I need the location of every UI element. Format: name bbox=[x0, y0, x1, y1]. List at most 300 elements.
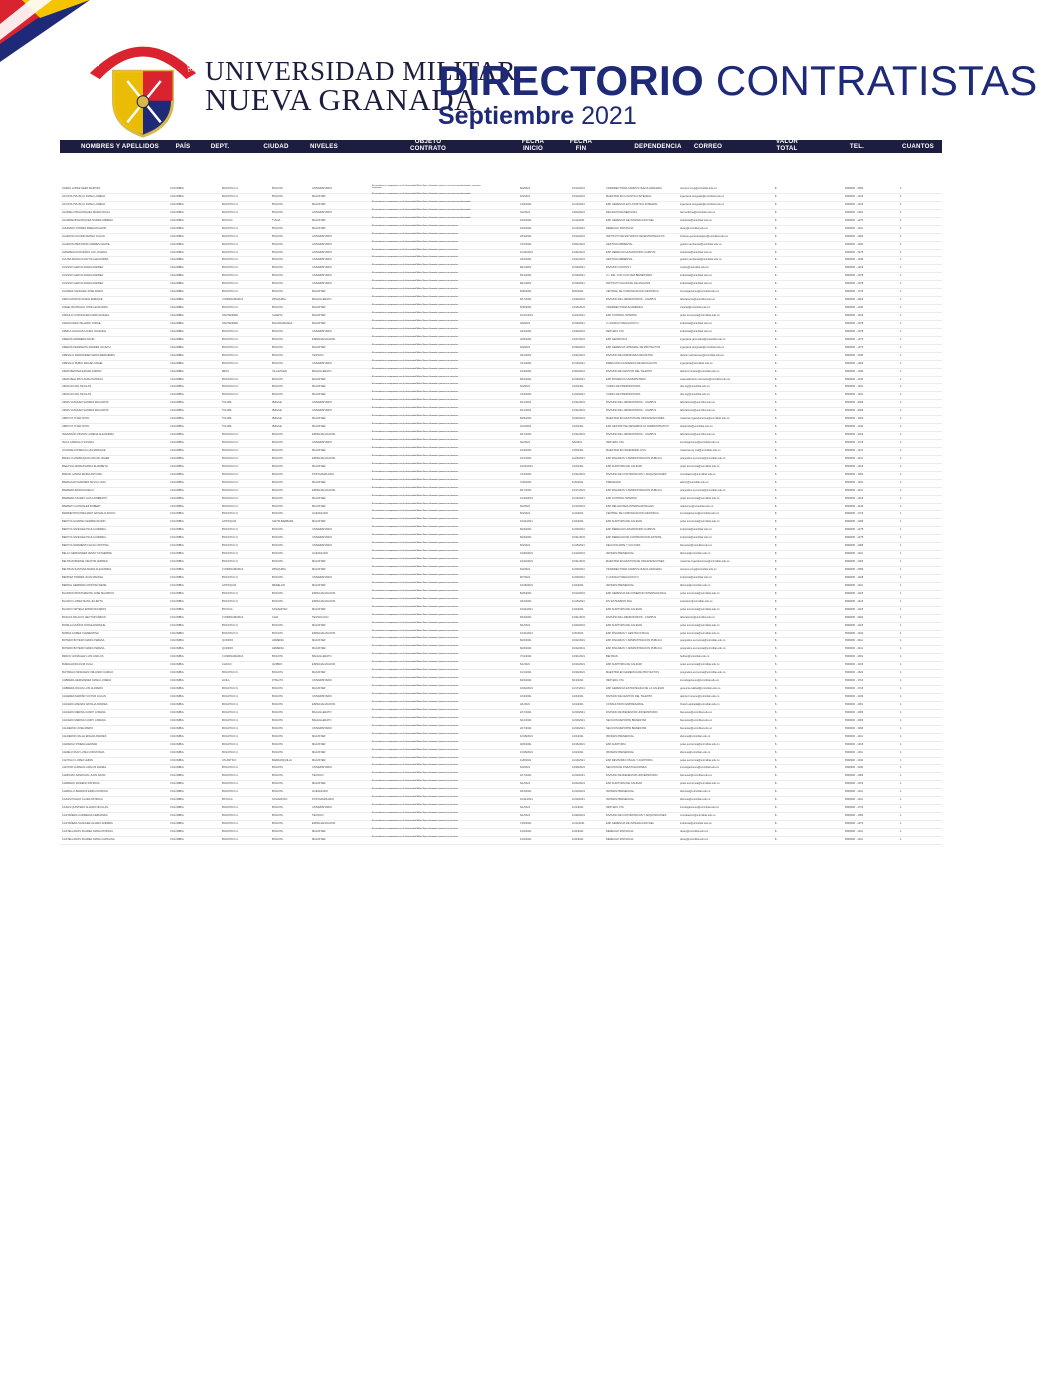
cell-nombre: ACERO LOPEZ HEIDI MARITZA bbox=[62, 187, 101, 190]
cell-nombre: BADILLO MARROQUIN OSCAR JAVIER bbox=[62, 456, 110, 460]
cell-objeto: El contratista se compromete con la Universidad Militar Nueva Granada a prestar sus servicios bbox=[372, 597, 458, 600]
cell-correo[interactable]: investigaciones@unimilitar.edu.co bbox=[680, 679, 720, 683]
cell-nivel: MAGISTER bbox=[312, 782, 326, 786]
cell-dept: BOGOTA D.C. bbox=[222, 361, 239, 365]
cell-inicio: 5/30/2021 bbox=[520, 306, 532, 310]
cell-tel: 6500000 - 1066 bbox=[845, 718, 864, 722]
cell-correo[interactable]: industrial@unimilitar.edu.co bbox=[680, 218, 712, 222]
cell-fin: 10/22/2021 bbox=[572, 639, 585, 643]
cell-ciudad: BOGOTA bbox=[272, 671, 283, 675]
cell-ciudad: BOGOTA bbox=[272, 536, 283, 540]
cell-fin: 12/13/2021 bbox=[572, 504, 585, 508]
cell-nombre: BLANCO LOPEZ DIANA JULIETTA bbox=[62, 599, 103, 603]
cell-tel: 6500000 - 1261 bbox=[845, 385, 864, 389]
cell-ciudad: BOGOTA bbox=[272, 814, 283, 818]
title-year: 2021 bbox=[581, 102, 637, 130]
cell-correo[interactable]: derep@unimilitar.edu.co bbox=[680, 837, 709, 841]
cell-nombre: CASTELLANOS SUAREZ DIANA PATRICIA bbox=[62, 829, 113, 833]
cell-ciudad: BOGOTA bbox=[272, 718, 283, 722]
column-header-pais bbox=[168, 143, 198, 150]
cell-dept: BOGOTA D.C. bbox=[222, 837, 239, 841]
cell-dept: BOYACA bbox=[222, 607, 233, 611]
cell-cuantos: 1 bbox=[900, 536, 902, 540]
cell-correo[interactable]: dec.ing@unimilitar.edu.co bbox=[680, 393, 710, 397]
cell-nivel: UNIVERSITARIO bbox=[312, 258, 332, 262]
cell-correo[interactable]: idiomas@unimilitar.edu.co bbox=[680, 790, 711, 794]
cell-valor: $ bbox=[775, 417, 777, 421]
cell-fin: 12/31/2021 bbox=[572, 433, 585, 437]
cell-correo[interactable]: derep@unimilitar.edu.co bbox=[680, 829, 709, 833]
cell-ciudad: BOGOTA bbox=[272, 695, 283, 698]
cell-pais: COLOMBIA bbox=[170, 742, 184, 746]
cell-nombre: CASTAÑEDA SANCHEZ ALVARO ANDRES bbox=[62, 822, 113, 825]
cell-correo[interactable]: idiomas@unimilitar.edu.co bbox=[680, 750, 711, 754]
table-row bbox=[60, 821, 942, 829]
cell-correo[interactable]: gestion.ambiental@unimilitar.edu.co bbox=[680, 242, 722, 246]
cell-nombre: AVENDAÑO PINZON LORENA ALEJANDRA bbox=[62, 433, 114, 437]
cell-valor: $ bbox=[775, 520, 777, 524]
document-title bbox=[438, 57, 1038, 130]
cell-dept: BOGOTA D.C. bbox=[222, 671, 239, 675]
cell-objeto: El contratista se compromete con la Universidad Militar Nueva Granada a prestar sus servicios bbox=[372, 764, 458, 767]
cell-objeto: El contratista se compromete con la Universidad Militar Nueva Granada a prestar sus servicios bbox=[372, 240, 458, 243]
table-row bbox=[60, 511, 942, 519]
cell-correo[interactable]: posei.economia@unimilitar.edu.co bbox=[680, 782, 720, 786]
cell-nombre: AHUMADA TORRES BREHAN DAVID bbox=[62, 226, 107, 230]
cell-correo[interactable]: especializacion.docencia@unimilitar.edu.co bbox=[680, 377, 731, 381]
cell-nivel: MAGISTER bbox=[312, 504, 326, 508]
cell-dept: BOGOTA D.C. bbox=[222, 790, 239, 794]
cell-correo[interactable]: industrial@unimilitar.edu.co bbox=[680, 329, 712, 333]
cell-correo[interactable]: relaciones@unimilitar.edu.co bbox=[680, 504, 714, 508]
cell-cuantos: 1 bbox=[900, 274, 902, 278]
cell-correo[interactable]: maestria.ing.civil@unimilitar.edu.co bbox=[680, 448, 721, 452]
cell-inicio: 2/17/2021 bbox=[520, 710, 532, 714]
column-header-line1: VALOR bbox=[775, 138, 799, 145]
cell-nivel: MAGISTER bbox=[312, 496, 326, 500]
cell-correo[interactable]: laboratorios@unimilitar.edu.co bbox=[680, 409, 715, 413]
cell-correo[interactable]: industrial@unimilitar.edu.co bbox=[680, 321, 712, 325]
cell-tel: 6500000 - 1270 bbox=[845, 218, 864, 222]
cell-objeto: El contratista se compromete con la Universidad Militar Nueva Granada a prestar sus servicios bbox=[372, 724, 458, 727]
cell-inicio: 6/17/2021 bbox=[520, 433, 532, 437]
cell-objeto: El contratista se compromete con la Universidad Militar Nueva Granada a prestar sus servicios bbox=[372, 407, 458, 410]
table-row bbox=[60, 289, 942, 297]
cell-cuantos: 1 bbox=[900, 829, 902, 833]
cell-correo[interactable]: bienestar@unimilitar.edu.co bbox=[680, 718, 713, 722]
cell-valor: $ bbox=[775, 726, 777, 730]
cell-inicio: 2/16/2021 bbox=[520, 599, 532, 603]
cell-cuantos: 1 bbox=[900, 560, 902, 564]
cell-dependencia: MAESTRIA EN GESTION DE ORGANIZACIONES bbox=[606, 417, 665, 421]
cell-ciudad: BOGOTA bbox=[272, 329, 283, 333]
cell-fin: 11/15/2021 bbox=[572, 544, 585, 548]
cell-valor: $ bbox=[775, 377, 777, 381]
cell-correo[interactable]: posei.economia@unimilitar.edu.co bbox=[680, 623, 720, 627]
cell-tel: 6500000 - 1275 bbox=[845, 536, 864, 540]
cell-correo[interactable]: posgrados.economia@unimilitar.edu.co bbox=[680, 456, 726, 460]
cell-objeto: El contratista se compromete con la Universidad Militar Nueva Granada a prestar sus servicios bbox=[372, 439, 458, 441]
cell-correo[interactable]: posei.economia@unimilitar.edu.co bbox=[680, 591, 720, 595]
cell-correo[interactable]: investigaciones@unimilitar.edu.co bbox=[680, 441, 720, 444]
cell-correo[interactable]: gerencia.calidad@unimilitar.edu.co bbox=[680, 687, 721, 691]
cell-tel: 6500000 - 1716 bbox=[845, 687, 864, 691]
cell-correo[interactable]: industrial@unimilitar.edu.co bbox=[680, 528, 712, 532]
table-row bbox=[60, 543, 942, 551]
cell-valor: $ bbox=[775, 290, 777, 294]
cell-objeto: El contratista se compromete con la Universidad Militar Nueva Granada a prestar sus servicios bbox=[372, 693, 458, 695]
cell-correo[interactable]: laboratorios@unimilitar.edu.co bbox=[680, 298, 715, 302]
cell-correo[interactable]: costos@unimilitar.edu.co bbox=[680, 266, 709, 270]
cell-tel: 6500000 - 1309 bbox=[845, 520, 864, 524]
cell-correo[interactable]: facmedicina@unimilitar.edu.co bbox=[680, 210, 716, 214]
cell-nivel: MAGISTER bbox=[312, 687, 326, 691]
cell-fin: 11/4/2021 bbox=[572, 512, 584, 516]
table-row bbox=[60, 551, 942, 559]
cell-nombre: ANGULO CORONA EDUARDO RAFAEL bbox=[62, 314, 110, 317]
cell-inicio: 6/2/2021 bbox=[520, 568, 531, 571]
cell-objeto: El contratista se compromete con la Universidad Militar Nueva Granada a prestar sus servicios bbox=[372, 304, 458, 307]
cell-cuantos: 1 bbox=[900, 774, 902, 778]
cell-correo[interactable]: contratacion@unimilitar.edu.co bbox=[680, 814, 716, 818]
cell-cuantos: 1 bbox=[900, 520, 902, 524]
cell-correo[interactable]: desarrollo@unimilitar.edu.co bbox=[680, 425, 713, 429]
cell-tel: 6500000 - 1278 bbox=[845, 282, 864, 286]
cell-pais: COLOMBIA bbox=[170, 210, 184, 214]
cell-dependencia: MAESTRIA EN LOGISTICA INTEGRAL bbox=[606, 194, 652, 198]
cell-ciudad: BOGOTA bbox=[272, 194, 283, 198]
cell-valor: $ bbox=[775, 298, 777, 302]
cell-dept: BOGOTA D.C. bbox=[222, 560, 239, 564]
cell-ciudad: BOGOTA bbox=[272, 448, 283, 452]
cell-correo[interactable]: talento.humano@unimilitar.edu.co bbox=[680, 369, 720, 373]
cell-inicio: 9/17/2021 bbox=[520, 488, 532, 492]
cell-ciudad: BOGOTA bbox=[272, 290, 283, 294]
cell-nivel: MAGISTER bbox=[312, 393, 326, 397]
cell-dept: TOLIMA bbox=[222, 417, 232, 421]
cell-nombre: ARANGUREN TALLERO JORGE bbox=[62, 321, 101, 325]
cell-valor: $ bbox=[775, 687, 777, 691]
cell-dependencia: DIVISION DE LABORATORIOS - CAMPUS bbox=[606, 615, 657, 619]
cell-objeto: El contratista se compromete con la Universidad Militar Nueva Granada a prestar sus servicios bbox=[372, 669, 458, 672]
cell-correo[interactable]: laboratorios@unimilitar.edu.co bbox=[680, 615, 715, 619]
cell-objeto: El contratista se compromete con la Universidad Militar Nueva Granada a prestar sus servicios bbox=[372, 423, 458, 426]
cell-objeto: El contratista se compromete con la Universidad Militar Nueva Granada a prestar sus servicios bbox=[372, 653, 458, 656]
cell-correo[interactable]: bienestar@unimilitar.edu.co bbox=[680, 710, 713, 714]
cell-cuantos: 1 bbox=[900, 687, 902, 691]
cell-correo[interactable]: industrial@unimilitar.edu.co bbox=[680, 250, 712, 254]
cell-valor: $ bbox=[775, 274, 777, 278]
cell-correo[interactable]: posgrados.economia@unimilitar.edu.co bbox=[680, 647, 726, 651]
cell-fin: 15/12/2021 bbox=[572, 194, 585, 198]
table-row bbox=[60, 353, 942, 361]
contractor-table-body bbox=[60, 186, 942, 845]
cell-valor: $ bbox=[775, 591, 777, 595]
cell-nombre: CACERES MARIÑO VICTOR JULIAN bbox=[62, 695, 106, 698]
cell-nombre: ACOSTA TRUJILLO DIANA LORENA bbox=[62, 194, 106, 198]
cell-valor: $ bbox=[775, 837, 777, 841]
cell-correo[interactable]: campus.vcng@unimilitar.edu.co bbox=[680, 568, 717, 571]
cell-correo[interactable]: posei.economia@unimilitar.edu.co bbox=[680, 464, 720, 468]
cell-nivel: ESPECIALIZACION bbox=[312, 337, 336, 341]
cell-dependencia: INFP EDU CTA bbox=[606, 679, 624, 683]
cell-correo[interactable]: industrial@unimilitar.edu.co bbox=[680, 274, 712, 278]
cell-correo[interactable]: ingenieria.geomatica@unimilitar.edu.co bbox=[680, 337, 726, 341]
cell-ciudad: BOGOTA bbox=[272, 202, 283, 206]
cell-correo[interactable]: posei.economia@unimilitar.edu.co bbox=[680, 758, 720, 762]
table-row bbox=[60, 218, 942, 226]
cell-nombre: ALCINA FRANCO RAYOS ALEJANDRA bbox=[62, 258, 109, 262]
cell-ciudad: SOGAMOSO bbox=[272, 607, 288, 611]
cell-correo[interactable]: laboratorios@unimilitar.edu.co bbox=[680, 433, 715, 437]
cell-cuantos: 1 bbox=[900, 544, 902, 548]
cell-dependencia: ESP FINANZAS Y GESTION FISCAL bbox=[606, 631, 650, 635]
cell-dependencia: ESP FINANZAS Y ADMINISTRACION PUBLICA bbox=[606, 639, 662, 643]
cell-inicio: 8/7/2021 bbox=[520, 575, 531, 579]
cell-fin: 6/13/2021 bbox=[572, 679, 584, 683]
cell-nombre: ALARCON GUARIN MATEO JULIAN bbox=[62, 234, 105, 238]
cell-tel: 6500000 - 3022 bbox=[845, 615, 864, 619]
cell-pais: COLOMBIA bbox=[170, 814, 184, 818]
column-header-line1: PAÍS bbox=[175, 143, 191, 150]
cell-correo[interactable]: maestria.organizaciones@unimilitar.edu.co bbox=[680, 560, 730, 564]
cell-correo[interactable]: dec.ing@unimilitar.edu.co bbox=[680, 385, 710, 389]
cell-correo[interactable]: industrial@unimilitar.edu.co bbox=[680, 536, 712, 540]
cell-dependencia: ESP REVISORIA FISCAL Y AUDITORIA bbox=[606, 758, 653, 762]
cell-tel: 6500000 - 1275 bbox=[845, 528, 864, 532]
cell-dept: BOGOTA D.C. bbox=[222, 599, 239, 603]
cell-nivel: ESPECIALIZACION bbox=[312, 433, 336, 437]
cell-correo[interactable]: contratacion@unimilitar.edu.co bbox=[680, 472, 716, 476]
cell-pais: COLOMBIA bbox=[170, 218, 184, 222]
cell-correo[interactable]: campus.vcng@unimilitar.edu.co bbox=[680, 187, 717, 190]
cell-objeto: El contratista se compromete con la Universidad Militar Nueva Granada a prestar sus servicios bbox=[372, 272, 458, 275]
cell-inicio: 15/4/2021 bbox=[520, 218, 532, 222]
cell-nombre: ARIAS VASQUEZ SANDRA MILAGROS bbox=[62, 401, 109, 405]
cell-correo[interactable]: investigaciones@unimilitar.edu.co bbox=[680, 766, 720, 770]
cell-dept: BOYACA bbox=[222, 218, 233, 222]
cell-dependencia: SECCION DE INVESTIGACIONES bbox=[606, 766, 647, 770]
table-row bbox=[60, 194, 942, 202]
cell-dependencia: IDIOMAS PRESENCIAL bbox=[606, 798, 635, 802]
cell-correo[interactable]: investigaciones@unimilitar.edu.co bbox=[680, 512, 720, 516]
cell-tel: 6500000 - 1054 bbox=[845, 472, 864, 476]
cell-correo[interactable]: beltran@unimilitar.edu.co bbox=[680, 655, 710, 659]
cell-dept: BOGOTA D.C. bbox=[222, 734, 239, 738]
cell-objeto: El contratista se compromete con la Universidad Militar Nueva Granada a prestar sus servicios bbox=[372, 296, 458, 299]
table-row bbox=[60, 448, 942, 456]
cell-correo[interactable]: maestria.organizaciones@unimilitar.edu.co bbox=[680, 417, 730, 421]
cell-valor: $ bbox=[775, 798, 777, 802]
cell-valor: $ bbox=[775, 385, 777, 389]
cell-valor: $ bbox=[775, 218, 777, 222]
cell-correo[interactable]: bienestar@unimilitar.edu.co bbox=[680, 774, 713, 778]
column-header-line1: CORREO bbox=[693, 143, 723, 150]
cell-dept: BOGOTA D.C. bbox=[222, 187, 239, 190]
cell-correo[interactable]: posei.economia@unimilitar.edu.co bbox=[680, 607, 720, 611]
cell-nivel: UNIVERSITARIO bbox=[312, 361, 332, 365]
cell-correo[interactable]: posei.economia@unimilitar.edu.co bbox=[680, 631, 720, 635]
cell-tel: 6500000 - 1278 bbox=[845, 321, 864, 325]
column-header-line1: OBJETO bbox=[414, 138, 442, 145]
cell-correo[interactable]: posei.economia@unimilitar.edu.co bbox=[680, 520, 720, 524]
cell-correo[interactable]: bienestar@unimilitar.edu.co bbox=[680, 726, 713, 730]
cell-ciudad: BOGOTA bbox=[272, 702, 283, 706]
cell-correo[interactable]: idiomas@unimilitar.edu.co bbox=[680, 583, 711, 587]
cell-correo[interactable]: idiomas@unimilitar.edu.co bbox=[680, 552, 711, 556]
cell-fin: 11/30/2021 bbox=[572, 726, 585, 730]
cell-inicio: 6/15/2021 bbox=[520, 790, 532, 794]
cell-inicio: 6/11/2021 bbox=[520, 409, 532, 413]
cell-correo[interactable]: posei.economia@unimilitar.edu.co bbox=[680, 496, 720, 500]
cell-inicio: 10/11/2021 bbox=[520, 798, 533, 802]
cell-nombre: ARIAS ROJAS NICOLAS bbox=[62, 393, 92, 397]
cell-nivel: MAGISTER bbox=[312, 480, 326, 484]
cell-correo[interactable]: ingenieria@unimilitar.edu.co bbox=[680, 361, 713, 365]
cell-correo[interactable]: derep@unimilitar.edu.co bbox=[680, 226, 709, 230]
cell-correo[interactable]: vicacad@unimilitar.edu.co bbox=[680, 306, 711, 310]
column-header-line1: FECHA bbox=[521, 138, 545, 145]
cell-dept: BOGOTA D.C. bbox=[222, 774, 239, 778]
cell-dept: BOGOTA D.C. bbox=[222, 814, 239, 818]
cell-cuantos: 1 bbox=[900, 417, 902, 421]
cell-ciudad: BOGOTA bbox=[272, 496, 283, 500]
column-header-nombre bbox=[70, 143, 170, 150]
cell-fin: 12/2/2021 bbox=[572, 750, 584, 754]
cell-valor: $ bbox=[775, 258, 777, 262]
cell-inicio: 8/24/2021 bbox=[520, 528, 532, 532]
cell-objeto: El contratista se compromete con la Universidad Militar Nueva Granada a prestar sus servicios bbox=[372, 478, 458, 481]
cell-correo[interactable]: ingenieria.posgrado@unimilitar.edu.co bbox=[680, 194, 725, 198]
cell-valor: $ bbox=[775, 536, 777, 540]
cell-valor: $ bbox=[775, 361, 777, 365]
cell-nombre: CALDERON JOSE MARIO bbox=[62, 726, 94, 730]
cell-nivel: BACHILLERATO bbox=[312, 655, 332, 659]
cell-inicio: 10/11/2021 bbox=[520, 607, 533, 611]
cell-valor: $ bbox=[775, 782, 777, 786]
cell-correo[interactable]: ingenieria.posgrado@unimilitar.edu.co bbox=[680, 345, 725, 349]
cell-dept: BOGOTA D.C. bbox=[222, 234, 239, 238]
cell-pais: COLOMBIA bbox=[170, 552, 184, 556]
cell-inicio: 8/12/2021 bbox=[520, 274, 532, 278]
cell-dept: BOGOTA D.C. bbox=[222, 306, 239, 310]
cell-dept: SANTANDER bbox=[222, 314, 238, 317]
cell-valor: $ bbox=[775, 829, 777, 833]
cell-correo[interactable]: instituto.geoestrategico@unimilitar.edu.co bbox=[680, 234, 729, 238]
cell-nombre: BLANCO ORTEGA EDWIN RICARDO bbox=[62, 607, 107, 611]
cell-pais: COLOMBIA bbox=[170, 647, 184, 651]
cell-pais: COLOMBIA bbox=[170, 194, 184, 198]
cell-objeto: El contratista se compromete con la Universidad Militar Nueva Granada a prestar sus servicios bbox=[372, 827, 458, 830]
cell-cuantos: 1 bbox=[900, 734, 902, 738]
cell-correo[interactable]: fintech.aplicada@unimilitar.edu.co bbox=[680, 702, 720, 706]
cell-nombre: BOTERO BOTERO MARIA TERESA bbox=[62, 647, 105, 651]
cell-correo[interactable]: investigaciones@unimilitar.edu.co bbox=[680, 290, 720, 294]
cell-correo[interactable]: extension@unimilitar.edu.co bbox=[680, 599, 713, 603]
cell-nombre: CABRERA HERNANDEZ DIANA LORENA bbox=[62, 679, 112, 683]
cell-valor: $ bbox=[775, 314, 777, 317]
cell-dept: BOGOTA D.C. bbox=[222, 702, 239, 706]
cell-inicio: 10/20/2021 bbox=[520, 552, 533, 556]
cell-dept: BOGOTA D.C. bbox=[222, 258, 239, 262]
cell-inicio: 8/11/2021 bbox=[520, 266, 532, 270]
cell-correo[interactable]: talento.humano@unimilitar.edu.co bbox=[680, 695, 720, 698]
cell-fin: 11/5/2021 bbox=[572, 631, 584, 635]
cell-objeto: El contratista se compromete con la Universidad Militar Nueva Granada a prestar sus servicios bbox=[372, 510, 458, 513]
cell-dependencia: ESP GERENCIA INTEGRAL DE PROYECTOS bbox=[606, 345, 661, 349]
cell-ciudad: BOGOTA bbox=[272, 361, 283, 365]
cell-objeto: El contratista se compromete con la Universidad Militar Nueva Granada a prestar sus servicios bbox=[372, 550, 458, 553]
table-row bbox=[60, 758, 942, 766]
cell-correo[interactable]: investigaciones@unimilitar.edu.co bbox=[680, 806, 720, 810]
column-header-line1: CUANTOS bbox=[902, 143, 934, 150]
cell-correo[interactable]: posgrados.economia@unimilitar.edu.co bbox=[680, 639, 726, 643]
cell-correo[interactable]: industrial@unimilitar.edu.co bbox=[680, 822, 712, 825]
cell-correo[interactable]: gestion.ambiental@unimilitar.edu.co bbox=[680, 258, 722, 262]
cell-dependencia: VICERRECTORIA ACADEMICA bbox=[606, 306, 644, 310]
cell-tel: 6500000 - 1281 bbox=[845, 361, 864, 365]
cell-fin: 10/29/2021 bbox=[572, 417, 585, 421]
cell-fin: 12/2/2021 bbox=[572, 837, 584, 841]
cell-correo[interactable]: posei.economia@unimilitar.edu.co bbox=[680, 742, 720, 746]
cell-fin: 12/20/2021 bbox=[572, 623, 585, 627]
cell-nivel: MAGISTER bbox=[312, 314, 326, 317]
cell-valor: $ bbox=[775, 750, 777, 754]
cell-tel: 6500000 - 1274 bbox=[845, 448, 864, 452]
cell-correo[interactable]: bienestar@unimilitar.edu.co bbox=[680, 544, 713, 548]
cell-dept: BOGOTA D.C. bbox=[222, 544, 239, 548]
cell-cuantos: 1 bbox=[900, 210, 902, 214]
cell-pais: COLOMBIA bbox=[170, 464, 184, 468]
cell-pais: COLOMBIA bbox=[170, 671, 184, 675]
cell-objeto: El contratista se compromete con la Universidad Militar Nueva Granada a prestar sus servicios bbox=[372, 319, 458, 322]
table-row bbox=[60, 234, 942, 242]
cell-nivel: TECNICO bbox=[312, 774, 324, 778]
cell-correo[interactable]: idiomas@unimilitar.edu.co bbox=[680, 798, 711, 802]
cell-dependencia: DIVISION DE GESTION DEL TALENTO bbox=[606, 695, 653, 698]
cell-correo[interactable]: ingenieria.posgrado@unimilitar.edu.co bbox=[680, 202, 725, 206]
cell-nombre: BARRERA BASSIN DIEGO bbox=[62, 488, 94, 492]
cell-fin: 12/2/2021 bbox=[572, 607, 584, 611]
cell-correo[interactable]: posei.economia@unimilitar.edu.co bbox=[680, 314, 720, 317]
cell-correo[interactable]: posgrados.economia@unimilitar.edu.co bbox=[680, 671, 726, 675]
cell-correo[interactable]: posgrados.economia@unimilitar.edu.co bbox=[680, 488, 726, 492]
cell-nivel: MAGISTER bbox=[312, 417, 326, 421]
cell-cuantos: 1 bbox=[900, 448, 902, 452]
cell-nombre: BOTERO BOTERO MARIA TERESA bbox=[62, 639, 105, 643]
cell-correo[interactable]: industrial@unimilitar.edu.co bbox=[680, 282, 712, 286]
cell-ciudad: BOGOTA bbox=[272, 345, 283, 349]
cell-dept: ATLANTICO bbox=[222, 758, 237, 762]
cell-correo[interactable]: idiomas@unimilitar.edu.co bbox=[680, 734, 711, 738]
cell-cuantos: 1 bbox=[900, 441, 902, 444]
cell-cuantos: 1 bbox=[900, 695, 902, 698]
cell-correo[interactable]: industrial@unimilitar.edu.co bbox=[680, 575, 712, 579]
cell-correo[interactable]: admin@unimilitar.edu.co bbox=[680, 480, 709, 484]
cell-pais: COLOMBIA bbox=[170, 226, 184, 230]
cell-correo[interactable]: division.admisiones@unimilitar.edu.co bbox=[680, 353, 724, 357]
cell-dependencia: ESP DOCENCIA UNIVERSITARIA bbox=[606, 377, 646, 381]
cell-correo[interactable]: posei.economia@unimilitar.edu.co bbox=[680, 663, 720, 667]
cell-inicio: 10/4/2021 bbox=[520, 448, 532, 452]
cell-nombre: CAICEDO MEDINA CANDY LORENA bbox=[62, 718, 106, 722]
cell-ciudad: BOGOTA bbox=[272, 829, 283, 833]
cell-dept: BOGOTA D.C. bbox=[222, 480, 239, 484]
cell-tel: 6500000 - 1311 bbox=[845, 837, 863, 841]
cell-objeto: El contratista se compromete con la Universidad Militar Nueva Granada a prestar sus servicios bbox=[372, 589, 458, 592]
cell-nombre: CAICEDO ARENAS NATALIA ANDREA bbox=[62, 702, 108, 706]
cell-correo[interactable]: laboratorios@unimilitar.edu.co bbox=[680, 401, 715, 405]
